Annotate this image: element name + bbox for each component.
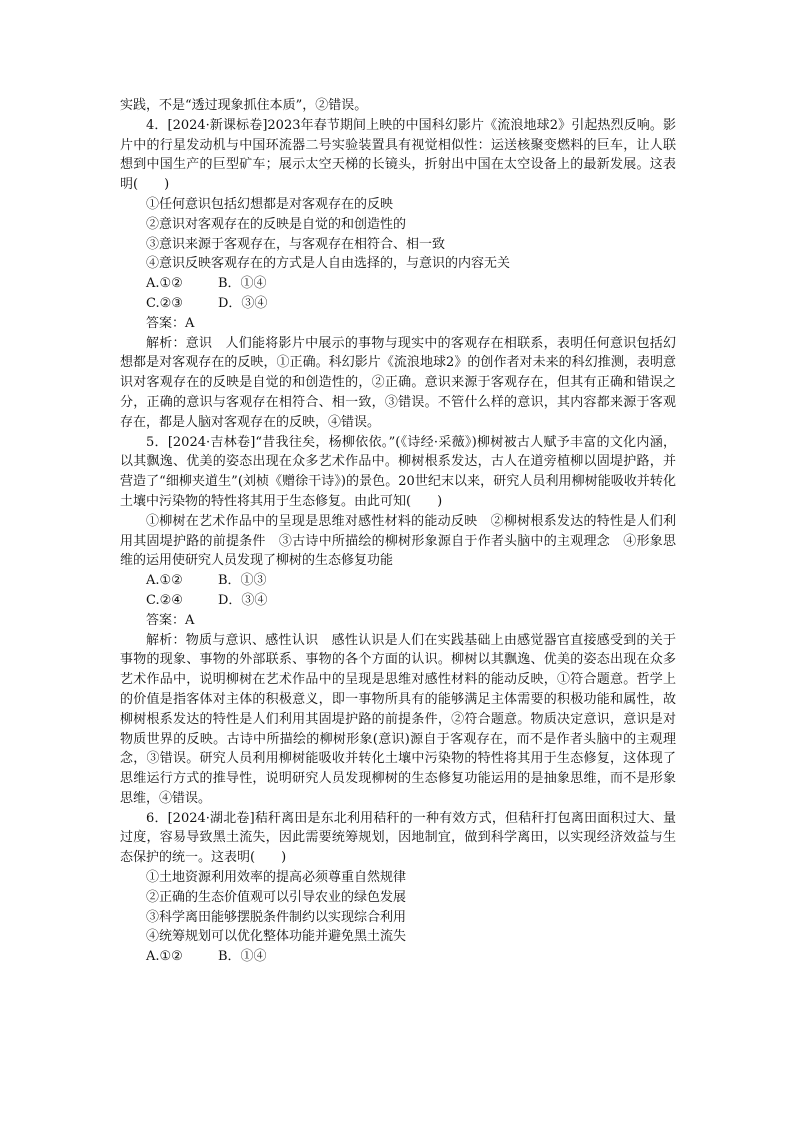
answer-choices-row	[120, 591, 676, 611]
option-line: ①土地资源利用效率的提高必须尊重自然规律	[146, 870, 407, 886]
choice-a: C.②④	[146, 592, 183, 608]
paragraph: 解析：物质与意识、感性认识 感性认识是人们在实践基础上由感觉器官直接感受到的关于事物的现象、事物的外部联系、事物的各个方面的认识。柳树以其飘逸、优美的姿态出现在众多艺术作品中，说明柳树在艺术作品中的呈现是思维对感性材料的能动反映，①符合题意。哲学上的价值是指客体对主体的积极意义，即一事物所具有的能够满足主体需要的积极功能和属性，故柳树根系发达的特性是人们利用其固堤护路的前提条件，②符合题意。物质决定意识，意识是对物质世界的反映。古诗中所描绘的柳树形象(意识)源自于客观存在，而不是作者头脑中的主观理念，③错误。研究人员利用柳树能吸收并转化土壤中污染物的特性将其用于生态修复，这体现了思维运行方式的推导性，说明研究人员发现柳树的生态修复功能运用的是抽象思维，而不是形象思维，④错误。	[120, 632, 676, 806]
choice-b: B．①④	[218, 276, 267, 292]
answer-choices-row	[120, 294, 676, 314]
choice-b: D．③④	[218, 295, 268, 311]
option-line: 答案：A	[146, 315, 195, 331]
choice-b: D．③④	[218, 592, 268, 608]
text-line: 实践，不是“透过现象抓住本质”，②错误。	[120, 98, 368, 113]
option-line: ④意识反映客观存在的方式是人自由选择的，与意识的内容无关	[146, 256, 511, 272]
option-line: ③意识来源于客观存在，与客观存在相符合、相一致	[146, 236, 446, 252]
paragraph: 5．[2024·吉林卷]“昔我往矣，杨柳依依。”(《诗经·采薇》)柳树被古人赋予丰富的文化内涵，以其飘逸、优美的姿态出现在众多艺术作品中。柳树根系发达，古人在道旁植柳以固堤护路，并营造了“细柳夹道生”(刘桢《赠徐干诗》)的景色。20世纪末以来，研究人员利用柳树能吸收并转化土壤中污染物的特性将其用于生态修复。由此可知( )	[120, 434, 676, 509]
option-line: 答案：A	[146, 612, 195, 628]
option-line: ③科学离田能够摆脱条件制约以实现综合利用	[146, 909, 407, 925]
answer-choices-row	[120, 274, 676, 294]
option-line: ②正确的生态价值观可以引导农业的绿色发展	[146, 889, 407, 905]
paragraph: 4．[2024·新课标卷]2023年春节期间上映的中国科幻影片《流浪地球2》引起热烈反响。影片中的行星发动机与中国环流器二号实验装置具有视觉相似性：运送核聚变燃料的巨车，让人联想到中国生产的巨型矿车；展示太空天梯的长镜头，折射出中国在太空设备上的最新发展。这表明( )	[120, 117, 676, 193]
choice-b: B．①③	[218, 573, 267, 589]
choice-a: A.①②	[146, 573, 183, 589]
answer-choices-row	[120, 947, 676, 967]
choice-b: B．①④	[218, 949, 267, 965]
option-line: ②意识对客观存在的反映是自觉的和创造性的	[146, 216, 407, 232]
choice-a: C.②③	[146, 295, 183, 311]
option-line: ④统筹规划可以优化整体功能并避免黑土流失	[146, 929, 407, 945]
paragraph: 解析：意识 人们能将影片中展示的事物与现实中的客观存在相联系，表明任何意识包括幻想都是对客观存在的反映，①正确。科幻影片《流浪地球2》的创作者对未来的科幻推测，表明意识对客观存在的反映是自觉的和创造性的，②正确。意识来源于客观存在，但其有正确和错误之分，正确的意识与客观存在相符合、相一致，③错误。不管什么样的意识，其内容都来源于客观存在，都是人脑对客观存在的反映，④错误。	[120, 335, 676, 430]
paragraph: ①柳树在艺术作品中的呈现是思维对感性材料的能动反映 ②柳树根系发达的特性是人们利用其固堤护路的前提条件 ③古诗中所描绘的柳树形象源自于作者头脑中的主观理念 ④形象思维的运用使研究人员发现了柳树的生态修复功能	[120, 513, 676, 569]
paragraph: 6．[2024·湖北卷]秸秆离田是东北利用秸秆的一种有效方式，但秸秆打包离田面积过大、量过度，容易导致黑土流失，因此需要统筹规划，因地制宜，做到科学离田，以实现经济效益与生态保护的统一。这表明( )	[120, 810, 676, 866]
choice-a: A.①②	[146, 276, 183, 292]
document-page	[120, 96, 676, 967]
choice-a: A.①②	[146, 949, 183, 965]
option-line: ①任何意识包括幻想都是对客观存在的反映	[146, 196, 394, 212]
answer-choices-row	[120, 571, 676, 591]
